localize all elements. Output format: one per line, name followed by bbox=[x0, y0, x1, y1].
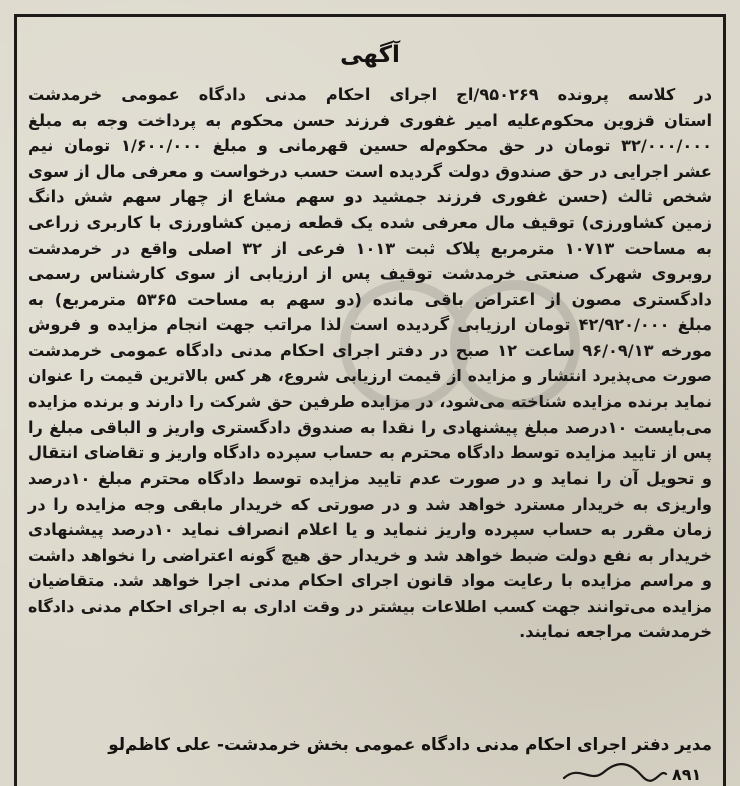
notice-line: زمین کشاورزی) توقیف مال معرفی شده یک قطعه زمین کشاورزی با کاربری زراعی bbox=[28, 212, 712, 232]
notice-line: استان قزوین محکوم‌علیه امیر غفوری فرزند حسن محکوم به پرداخت وجه به مبلغ bbox=[28, 110, 712, 130]
notice-line: پس از تایید مزایده توسط دادگاه محترم به حساب سپرده دادگاه واریز و تقاضای انتقال bbox=[28, 443, 712, 463]
notice-body bbox=[28, 82, 712, 645]
notice-line: نماید برنده مزایده شناخته می‌شود، در مزایده طرفین حق شرکت را دارند و برنده مزایده bbox=[28, 392, 712, 412]
notice-signatory: مدیر دفتر اجرای احکام مدنی دادگاه عمومی بخش خرمدشت- علی کاظم‌لو bbox=[108, 734, 712, 754]
notice-line: در کلاسه پرونده ۹۵۰۲۶۹/اج اجرای احکام مدنی دادگاه عمومی خرمدشت bbox=[28, 85, 712, 104]
notice-line: مبلغ ۴۲/۹۲۰/۰۰۰ تومان ارزیابی گردیده است لذا مراتب جهت انجام مزایده و فروش bbox=[28, 315, 712, 335]
notice-line: واریزی به خریدار مسترد خواهد شد و در صورتی که خریدار مابقی وجه مزایده را در bbox=[28, 494, 712, 514]
handwritten-signature bbox=[560, 758, 670, 786]
notice-line: شخص ثالث (حسن غفوری فرزند جمشید دو سهم مشاع از چهار سهم شش دانگ bbox=[28, 187, 712, 207]
notice-line: صورت می‌پذیرد انتشار و مزایده از قیمت ارزیابی شروع، هر کس بالاترین قیمت را عنوان bbox=[28, 366, 712, 385]
notice-line: عشر اجرایی در حق صندوق دولت گردیده است حسب درخواست و معرفی مال از سوی bbox=[28, 161, 712, 181]
notice-line: زمان مقرر به حساب سپرده واریز ننماید و یا اعلام انصراف نماید ۱۰درصد پیشنهادی bbox=[28, 520, 712, 540]
notice-line: مورخه ۹۶/۰۹/۱۳ ساعت ۱۲ صبح در دفتر اجرای احکام مدنی دادگاه عمومی خرمدشت bbox=[28, 340, 713, 360]
notice-line: و مراسم مزایده با رعایت مواد قانون اجرای احکام مدنی اجرا خواهد شد. متقاضیان bbox=[28, 571, 712, 591]
notice-line: ۳۲/۰۰۰/۰۰۰ تومان در حق محکوم‌له حسین قهرمانی و مبلغ ۱/۶۰۰/۰۰۰ تومان نیم bbox=[28, 136, 713, 156]
notice-code: ۸۹۱ bbox=[672, 765, 702, 784]
notice-line: می‌بایست ۱۰درصد مبلغ پیشنهادی را نقدا به صندوق دادگستری واریز و الباقی مبلغ را bbox=[28, 417, 712, 437]
notice-line: مزایده می‌توانند جهت کسب اطلاعات بیشتر در وقت اداری به اجرای احکام مدنی دادگاه bbox=[28, 596, 712, 616]
notice-line: خرمدشت مراجعه نمایند. bbox=[519, 622, 712, 642]
notice-line: خریدار به نفع دولت ضبط خواهد شد و خریدار حق هیچ گونه اعتراضی را نخواهد داشت bbox=[28, 545, 712, 565]
notice-line: دادگستری مصون از اعتراض باقی مانده (دو سهم به مساحت ۵۳۶۵ مترمربع) به bbox=[28, 289, 712, 309]
notice-line: به مساحت ۱۰۷۱۳ مترمربع پلاک ثبت ۱۰۱۳ فرعی از ۳۲ اصلی واقع در خرمدشت bbox=[28, 238, 712, 258]
notice-line: و تحویل آن را نماید و در صورت عدم تایید مزایده توسط دادگاه محترم مبلغ ۱۰درصد bbox=[28, 468, 712, 488]
notice-line: روبروی شهرک صنعتی خرمدشت توقیف پس از ارزیابی از سوی کارشناس رسمی bbox=[28, 264, 712, 284]
notice-title: آگهی bbox=[340, 42, 400, 68]
